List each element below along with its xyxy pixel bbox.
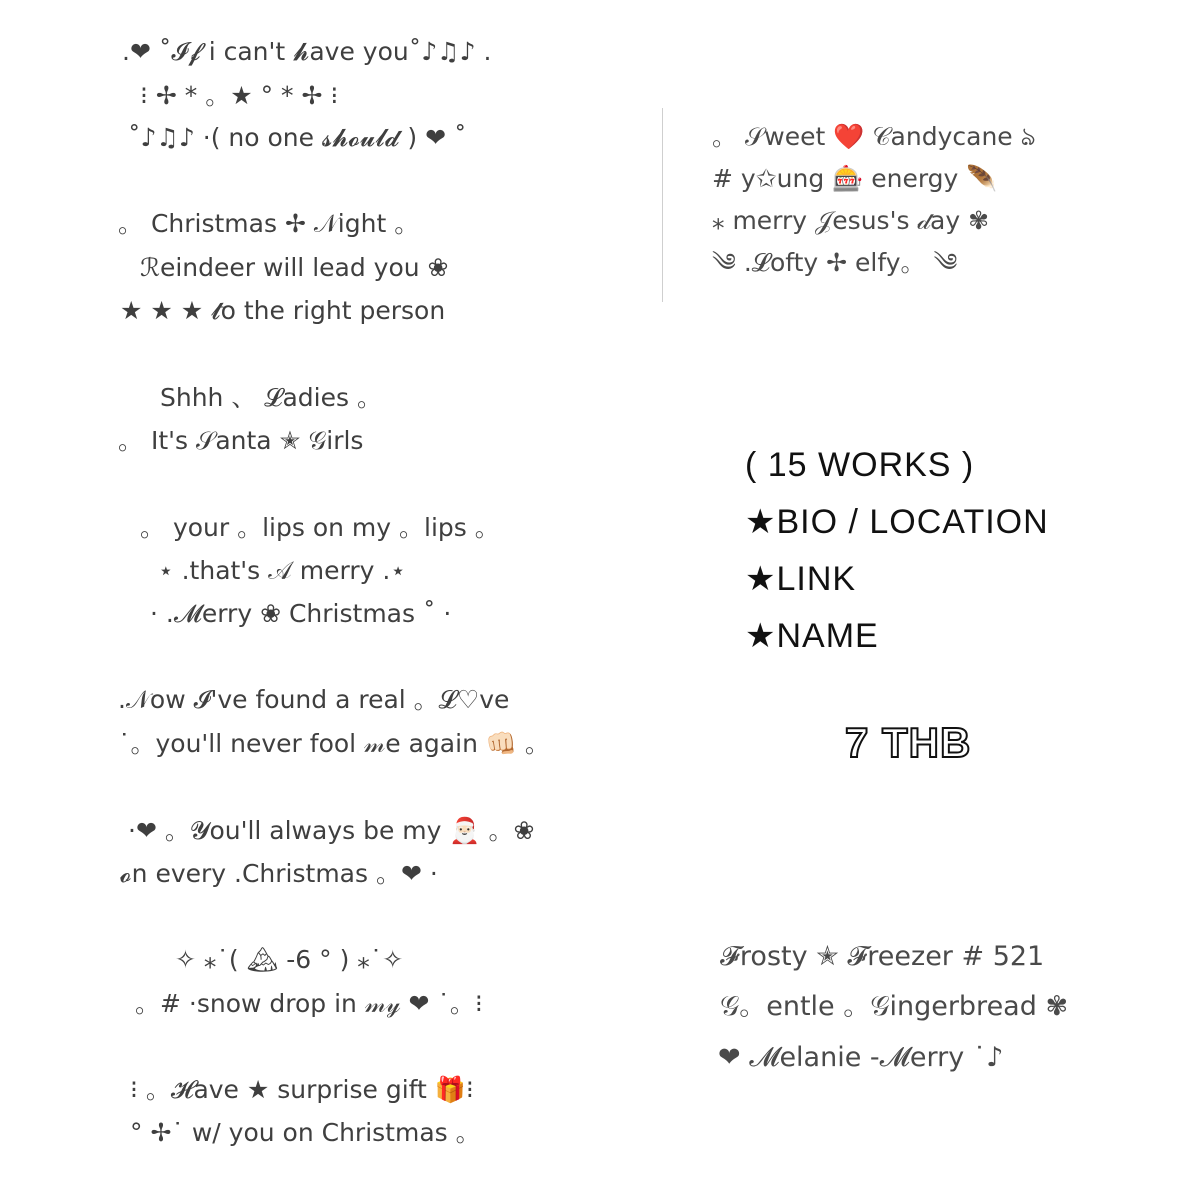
left-line-8: 。 It's 𝒮anta ✭ 𝒢irls xyxy=(118,426,364,455)
left-line-17: 。# ·snow drop in 𝓂𝓎 ❤ ˙。⁝ xyxy=(135,989,483,1018)
left-line-12: .𝒩ow 𝓘've found a real 。𝓛♡ve xyxy=(118,685,510,714)
right-top-line-1: 。 𝒮weet ❤️ 𝒞andycane ঌ xyxy=(712,122,1036,151)
left-line-11: · .𝓜erry ❀ Christmas ˚ · xyxy=(150,599,452,628)
works-count: ( 15 WORKS ) xyxy=(745,446,975,484)
left-line-1: .❤ ˚𝓘𝓯 i can't 𝓱ave you˚♪♫♪ . xyxy=(122,37,492,66)
left-line-6: ★ ★ ★ 𝓽o the right person xyxy=(120,296,446,325)
link-label: ★LINK xyxy=(745,560,857,598)
left-line-4: 。 Christmas ✢ 𝒩ight 。 xyxy=(118,209,420,238)
left-line-7: Shhh 、 𝓛adies 。 xyxy=(160,383,382,412)
bio-location-label: ★BIO / LOCATION xyxy=(745,503,1049,541)
column-divider xyxy=(662,108,663,302)
right-top-line-2: # y✩ung 🎰 energy 🪶 xyxy=(712,164,998,193)
right-top-line-4: ༄ .𝓛ofty ✢ elfy。 ༄ xyxy=(712,248,958,277)
left-line-5: ℛeindeer will lead you ❀ xyxy=(140,253,449,282)
name-label: ★NAME xyxy=(745,617,879,655)
right-top-line-3: ⁎ merry 𝒥esus's 𝒹ay ✾ xyxy=(712,206,990,235)
left-line-14: ·❤ 。𝓨ou'll always be my 🎅🏻 。❀ xyxy=(128,816,535,845)
left-line-9: 。 your 。lips on my 。lips 。 xyxy=(140,513,500,542)
left-line-10: ⋆ .that's 𝒜 merry .⋆ xyxy=(158,556,406,585)
left-line-2: ⁝ ✢ * 。★ ° * ✢ ⁝ xyxy=(140,81,339,110)
left-line-16: ✧ ⁎˙( 🏔 -6 ° ) ⁎˙✧ xyxy=(175,945,404,974)
left-line-13: ˙。you'll never fool 𝓂e again 👊🏻 。 xyxy=(118,729,550,758)
left-line-19: ° ✢˙ w/ you on Christmas 。 xyxy=(130,1118,481,1147)
left-line-3: ˚♪♫♪ ·( no one 𝓼𝓱𝓸𝓾𝓵𝓭 ) ❤ ˚ xyxy=(128,123,467,152)
left-line-18: ⁝ 。𝓗ave ★ surprise gift 🎁⁝ xyxy=(130,1075,474,1104)
right-bottom-line-2: 𝒢。entle 。𝒢ingerbread ✾ xyxy=(720,991,1069,1022)
price-label: 7 THB xyxy=(845,719,972,766)
right-bottom-line-3: ❤ 𝓜elanie -𝓜erry ˙♪ xyxy=(718,1042,1004,1073)
right-bottom-line-1: 𝓕rosty ✭ 𝓕reezer # 521 xyxy=(720,941,1045,972)
left-line-15: 𝓸n every .Christmas 。❤ · xyxy=(120,859,438,888)
